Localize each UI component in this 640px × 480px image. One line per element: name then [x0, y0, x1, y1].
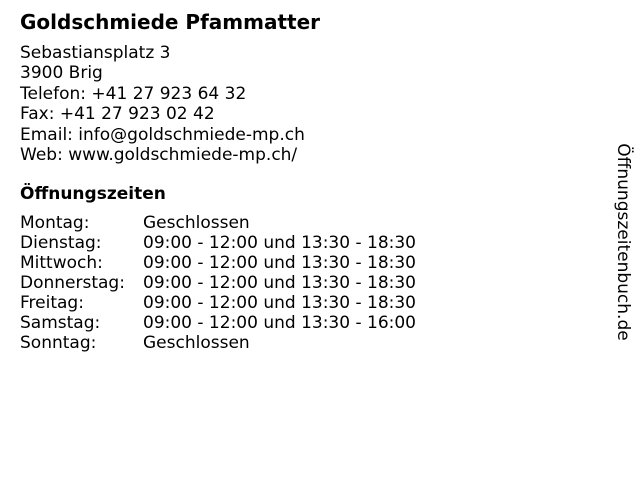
time-value: 09:00 - 12:00 und 13:30 - 18:30 — [143, 253, 416, 273]
website-address: Web: www.goldschmiede-mp.ch/ — [20, 144, 298, 165]
fax-number: Fax: +41 27 923 02 42 — [20, 104, 215, 125]
phone-number: Telefon: +41 27 923 64 32 — [20, 83, 247, 104]
site-watermark: Öffnungszeitenbuch.de — [613, 143, 633, 341]
day-label: Montag: — [20, 213, 90, 233]
email-address: Email: info@goldschmiede-mp.ch — [20, 124, 305, 145]
day-label: Samstag: — [20, 313, 101, 333]
time-value: Geschlossen — [143, 333, 250, 353]
day-label: Freitag: — [20, 293, 84, 313]
day-label: Mittwoch: — [20, 253, 103, 273]
time-value: 09:00 - 12:00 und 13:30 - 18:30 — [143, 233, 416, 253]
day-label: Donnerstag: — [20, 273, 125, 293]
time-value: Geschlossen — [143, 213, 250, 233]
day-label: Sonntag: — [20, 333, 97, 353]
address-street: Sebastiansplatz 3 — [20, 43, 171, 63]
contact-block — [20, 43, 305, 165]
time-value: 09:00 - 12:00 und 13:30 - 18:30 — [143, 293, 416, 313]
opening-hours-title: Öffnungszeiten — [20, 184, 166, 204]
business-name: Goldschmiede Pfammatter — [20, 10, 321, 34]
time-value: 09:00 - 12:00 und 13:30 - 16:00 — [143, 313, 416, 333]
day-label: Dienstag: — [20, 233, 102, 253]
address-city: 3900 Brig — [20, 63, 103, 84]
time-value: 09:00 - 12:00 und 13:30 - 18:30 — [143, 273, 416, 293]
